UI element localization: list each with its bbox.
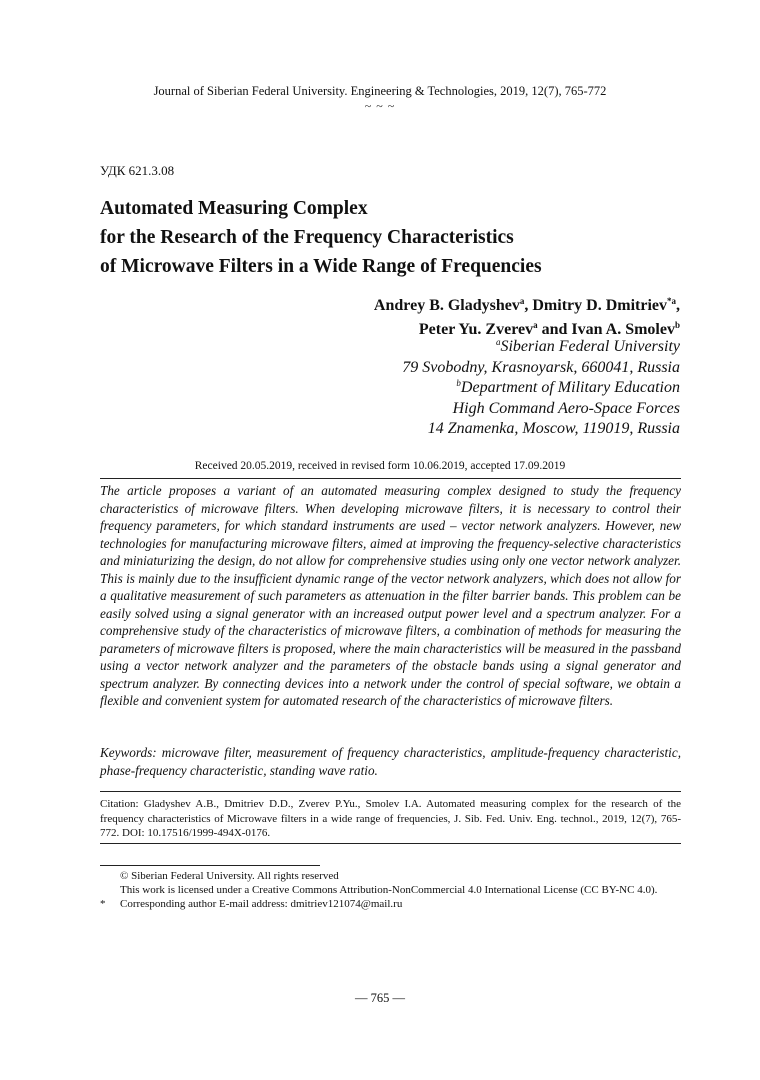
udk-code: УДК 621.3.08 <box>100 163 175 178</box>
author-dmitriev: Dmitry D. Dmitriev <box>532 297 667 314</box>
journal-header: Journal of Siberian Federal University. Engineering & Technologies, 2019, 12(7), 765-772 <box>153 84 607 98</box>
affiliation-a-name <box>180 337 680 358</box>
author-zverev: Peter Yu. Zverev <box>418 321 534 338</box>
received-dates: Received 20.05.2019, received in revised form 10.06.2019, accepted 17.09.2019 <box>194 460 566 472</box>
keywords: Keywords: microwave filter, measurement of frequency characteristics, amplitude-frequency characteristic, phase-frequency characteristic, standing wave ratio. <box>100 745 681 778</box>
citation: Citation: Gladyshev A.B., Dmitriev D.D., Zverev P.Yu., Smolev I.A. Automated measuring complex for the research of the frequency characteristics of Microwave filters in a wide range of frequencies, J. Sib. Fed. Univ. Eng. technol., 2019, 12(7), 765-772. DOI: 10.17516/1999-494X-0176. <box>100 798 681 839</box>
author-sup: *a <box>667 296 676 306</box>
footnote-license: This work is licensed under a Creative Commons Attribution-NonCommercial 4.0 International License (CC BY-NC 4.0). <box>120 884 658 896</box>
author-and: and <box>537 321 572 338</box>
abstract: The article proposes a variant of an automated measuring complex designed to study the frequency characteristics of microwave filters. When developing microwave filters, it is necessary to control their frequency parameters, for which standard instruments are used – vector network analyzers. However, new technologies for manufacturing microwave filters, aimed at improving the frequency-selective characteristics and miniaturizing the design, do not allow for comprehensive studies using only one vector network analyzer. This is mainly due to the insufficient dynamic range of the vector network analyzers, which does not allow for a qualitative measurement of such parameters as attenuation in the filter barrier bands. This problem can be easily solved using a signal generator with an increased output power level and a spectrum analyzer. For a comprehensive study of the characteristics of microwave filters, a combination of methods for measuring the parameters of microwave filters is proposed, where the main characteristics will be measured in the passband using a vector network analyzer and the parameters of the obstacle bands using a signal generator and spectrum analyzer. By connecting devices into a network under the control of special software, we obtain a flexible and convenient system for automated research of the characteristics of microwave filters. <box>100 483 681 708</box>
footnote-divider <box>100 865 320 866</box>
author-separator: , <box>524 297 533 314</box>
divider <box>100 791 681 792</box>
affiliation-text: Department of Military Education <box>460 379 680 396</box>
affiliation-b-name <box>180 378 680 399</box>
affiliation-sup: a <box>495 337 501 347</box>
footnote-asterisk: * <box>100 898 106 910</box>
affiliation-b-line2: High Command Aero-Space Forces <box>452 399 680 417</box>
author-sup: b <box>674 320 680 330</box>
article-title <box>100 194 660 281</box>
affiliations <box>180 337 680 440</box>
author-list <box>180 294 680 342</box>
author-sup: a <box>533 320 538 330</box>
author-smolev: Ivan A. Smolev <box>571 321 675 338</box>
divider <box>100 843 681 844</box>
author-separator: , <box>676 297 680 314</box>
title-line-3: of Microwave Filters in a Wide Range of Frequencies <box>100 256 542 277</box>
author-gladyshev: Andrey B. Gladyshev <box>373 297 520 314</box>
author-sup: a <box>519 296 525 306</box>
page-number: — 765 — <box>355 991 405 1005</box>
title-line-1: Automated Measuring Complex <box>100 198 368 219</box>
title-line-2: for the Research of the Frequency Characteristics <box>100 227 514 248</box>
affiliation-sup: b <box>456 378 461 388</box>
footnote-corresponding-author: Corresponding author E-mail address: dmitriev121074@mail.ru <box>120 898 403 910</box>
affiliation-text: Siberian Federal University <box>500 338 680 355</box>
footnote-copyright: © Siberian Federal University. All rights reserved <box>120 870 339 882</box>
affiliation-b-address: 14 Znamenka, Moscow, 119019, Russia <box>427 420 680 437</box>
divider <box>100 478 681 479</box>
author-line-1 <box>180 294 680 318</box>
header-ornament: ~ ~ ~ <box>364 99 396 113</box>
affiliation-a-address: 79 Svobodny, Krasnoyarsk, 660041, Russia <box>402 358 680 376</box>
